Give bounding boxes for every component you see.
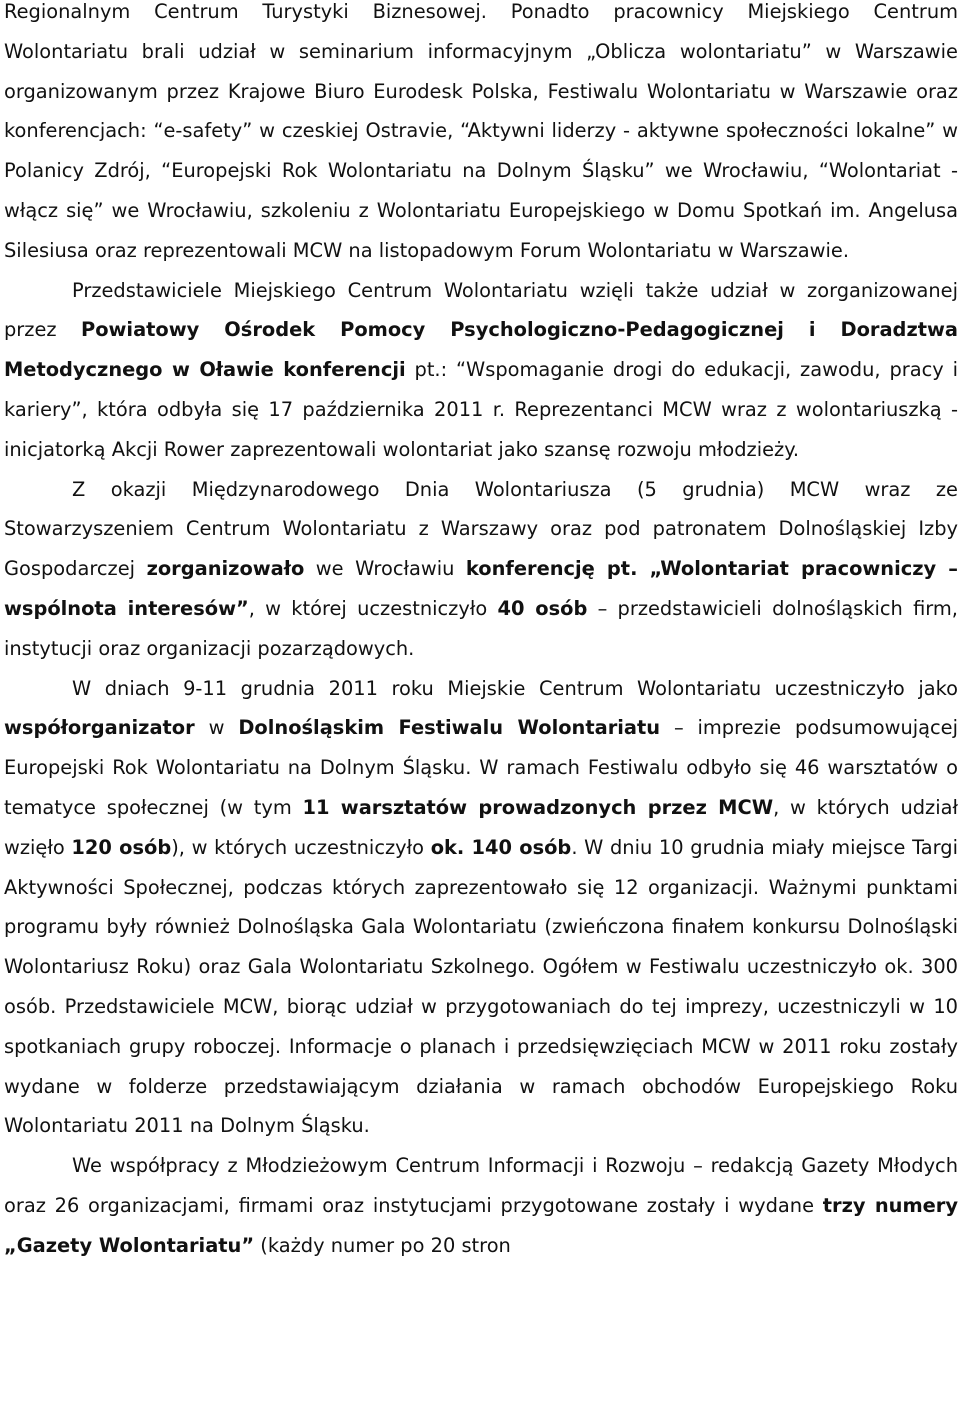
paragraph-4: [4, 669, 958, 1147]
text-segment: Z okazji Międzynarodowego Dnia Wolontariusza (5 grudnia) MCW wraz ze Stowarzyszeniem Centrum Wolontariatu z Warszawy oraz pod patronatem Dolnośląskiej Izby Gospodarczej: [4, 477, 958, 581]
text-segment: w: [194, 716, 239, 740]
text-segment: – imprezie podsumowującej Europejski Rok Wolontariatu na Dolnym Śląsku. W ramach Festiwalu odbyło się 46 warsztatów o tematyce społecznej (w tym: [4, 716, 958, 819]
text-segment: . W dniu 10 grudnia miały miejsce Targi Aktywności Społecznej, podczas których zaprezentowało się 12 organizacji. Ważnymi punktami programu były również Dolnośląska Gala Wolontariatu (zwieńczona finałem konkursu Dolnośląski Wolontariusz Roku) oraz Gala Wolontariatu Szkolnego. Ogółem w Festiwalu uczestniczyło ok. 300 osób. Przedstawiciele MCW, biorąc udział w przygotowaniach do tej imprezy, uczestniczyli w 10 spotkaniach grupy roboczej. Informacje o planach i przedsięwzięciach MCW w 2011 roku zostały wydane w folderze przedstawiającym działania w ramach obchodów Europejskiego Roku Wolontariatu 2011 na Dolnym Śląsku.: [4, 835, 958, 1138]
text-segment: , w których udział wzięło: [4, 795, 958, 859]
text-segment: ), w których uczestniczyło: [171, 835, 431, 859]
text-segment-bold: Dolnośląskim Festiwalu Wolontariatu: [238, 716, 661, 740]
text-segment: we Wrocławiu: [304, 557, 466, 581]
text-segment-bold: 11 warsztatów prowadzonych przez MCW: [302, 795, 774, 819]
text-segment-bold: 40 osób: [497, 596, 588, 620]
text-segment: pt.: “Wspomaganie drogi do edukacji, zawodu, pracy i kariery”, która odbyła się 17 października 2011 r. Reprezentanci MCW wraz z wolontariuszką - inicjatorką Akcji Rower zaprezentowali wolontariat jako szansę rozwoju młodzieży.: [4, 358, 958, 461]
paragraph-5: [4, 1146, 958, 1265]
text-segment-bold: konferencję pt. „Wolontariat pracowniczy – wspólnota interesów”: [4, 557, 958, 620]
paragraph-1: [4, 0, 958, 271]
text-segment: W dniach 9-11 grudnia 2011 roku Miejskie Centrum Wolontariatu uczestniczyło jako: [72, 676, 958, 700]
paragraph-3: [4, 470, 958, 669]
text-segment-bold: ok. 140 osób: [430, 835, 572, 859]
text-segment: Regionalnym Centrum Turystyki Biznesowej.: [4, 0, 511, 23]
text-segment: (każdy numer po 20 stron: [254, 1233, 511, 1257]
text-segment-bold: Powiatowy Ośrodek Pomocy Psychologiczno-Pedagogicznej i Doradztwa Metodycznego w Oławie konferencji: [4, 318, 958, 382]
text-segment-bold: trzy numery „Gazety Wolontariatu”: [4, 1193, 958, 1257]
text-segment-bold: współorganizator: [4, 716, 195, 740]
text-segment-bold: 120 osób: [71, 835, 172, 859]
text-segment: – przedstawicieli dolnośląskich firm, instytucji oraz organizacji pozarządowych.: [4, 596, 958, 660]
text-segment-bold: zorganizowało: [146, 557, 305, 581]
text-segment: Przedstawiciele Miejskiego Centrum Wolontariatu wzięli także udział w zorganizowanej przez: [4, 278, 958, 342]
text-segment: Ponadto pracownicy Miejskiego Centrum Wolontariatu brali udział w seminarium informacyjnym „Oblicza wolontariatu” w Warszawie organizowanym przez Krajowe Biuro Eurodesk Polska, Festiwalu Wolontariatu w Warszawie oraz konferencjach: “e-safety” w czeskiej Ostravie, “Aktywni liderzy - aktywne społeczności lokalne” w Polanicy Zdrój, “Europejski Rok Wolontariatu na Dolnym Śląsku” we Wrocławiu, “Wolontariat - włącz się” we Wrocławiu, szkoleniu z Wolontariatu Europejskiego w Domu Spotkań im. Angelusa Silesiusa oraz reprezentowali MCW na listopadowym Forum Wolontariatu w Warszawie.: [4, 0, 958, 262]
paragraph-2: [4, 271, 958, 470]
text-segment: , w której uczestniczyło: [248, 596, 498, 620]
text-segment: We współpracy z Młodzieżowym Centrum Informacji i Rozwoju – redakcją Gazety Młodych oraz 26 organizacjami, firmami oraz instytucjami przygotowane zostały i wydane: [4, 1154, 958, 1217]
document-page: [4, 0, 958, 1266]
